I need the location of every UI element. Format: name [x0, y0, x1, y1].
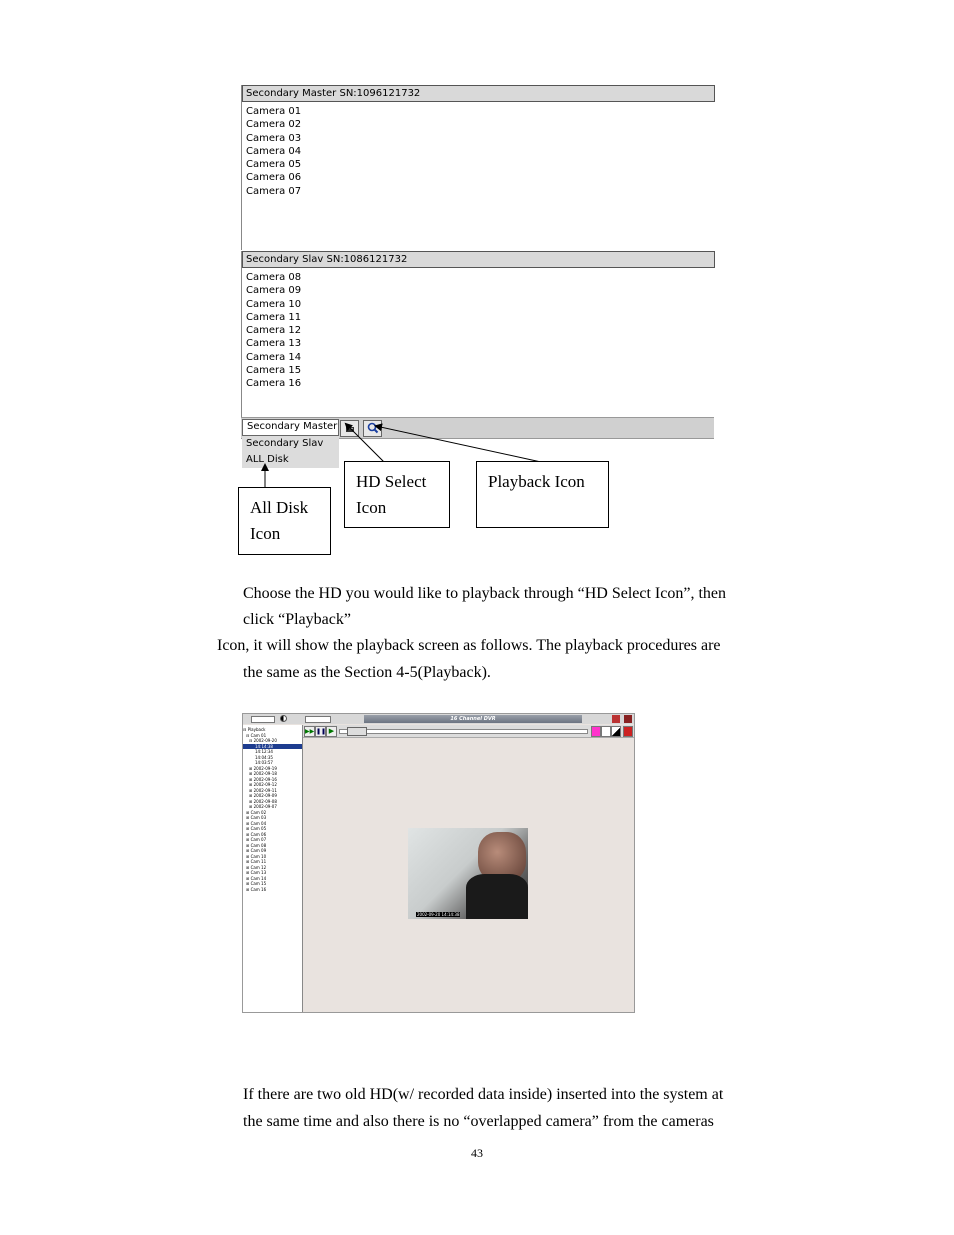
camera-item[interactable]: Camera 06: [246, 172, 302, 184]
tree-item-cam[interactable]: ⊞ Cam 12: [246, 864, 267, 870]
image-adjust-icon[interactable]: [611, 726, 621, 737]
tree-item-date[interactable]: ⊟ 2002-09-20: [249, 738, 277, 743]
playback-screen: [242, 713, 635, 1013]
tree-item-cam[interactable]: ⊞ Cam 10: [246, 853, 267, 859]
callout-playback: Playback Icon: [476, 461, 609, 528]
camera-item[interactable]: Camera 10: [246, 298, 302, 310]
camera-item[interactable]: Camera 16: [246, 378, 302, 390]
camera-item[interactable]: Camera 15: [246, 365, 302, 377]
expand-icon: ⊞: [246, 870, 251, 875]
expand-icon: ⊞: [249, 782, 254, 787]
expand-icon: ⊞: [246, 820, 251, 826]
expand-icon: ⊞: [246, 848, 251, 853]
expand-icon: ⊞: [246, 809, 251, 815]
slave-header: Secondary Slav SN:1086121732: [242, 251, 715, 268]
paragraph-line: the same time and also there is no “overlapped camera” from the cameras: [243, 1113, 714, 1130]
expand-icon: ⊞: [246, 826, 251, 831]
record-icon[interactable]: [623, 726, 633, 737]
alarm-icon[interactable]: [591, 726, 601, 737]
contrast-icon: [280, 715, 287, 722]
expand-icon: ⊞: [246, 864, 251, 870]
expand-icon: ⊞: [249, 787, 254, 793]
camera-item[interactable]: Camera 13: [246, 338, 302, 350]
expand-icon: ⊞: [246, 859, 251, 864]
playback-toolbar: [303, 725, 634, 738]
zoom-icon[interactable]: [601, 726, 611, 737]
play-button[interactable]: ▶: [326, 726, 337, 737]
expand-icon: ⊞: [246, 842, 251, 848]
camera-item[interactable]: Camera 11: [246, 311, 302, 323]
timeline-thumb[interactable]: [347, 727, 367, 736]
expand-icon: ⊞: [246, 837, 251, 842]
tree-item-cam[interactable]: ⊟ Cam 01: [246, 732, 267, 738]
tree-item-cam[interactable]: ⊞ Cam 09: [246, 848, 267, 853]
tree-item-date[interactable]: ⊞ 2002-09-08: [249, 798, 277, 804]
tree-item-cam[interactable]: ⊞ Cam 03: [246, 815, 267, 820]
expand-icon: ⊞: [249, 765, 254, 771]
dropdown-option-secondary-master[interactable]: Secondary Master: [242, 419, 339, 436]
camera-item[interactable]: Camera 03: [246, 132, 302, 144]
expand-icon: ⊞: [249, 793, 254, 798]
fast-forward-button[interactable]: ▶▶: [305, 728, 315, 735]
tree-item-cam[interactable]: ⊞ Cam 14: [246, 875, 267, 881]
camera-item[interactable]: Camera 08: [246, 272, 302, 283]
tree-item-time[interactable]: 14:12:34: [255, 749, 273, 754]
pause-button[interactable]: ❚❚: [316, 728, 327, 735]
camera-item[interactable]: Camera 14: [246, 351, 302, 363]
expand-icon: ⊞: [246, 875, 251, 881]
paragraph-line: If there are two old HD(w/ recorded data inside) inserted into the system at: [243, 1086, 724, 1103]
expand-icon: ⊞: [246, 886, 251, 892]
camera-item[interactable]: Camera 02: [246, 119, 302, 131]
expand-icon: ⊞: [246, 853, 251, 859]
exit-icon[interactable]: [612, 715, 620, 723]
camera-item[interactable]: Camera 09: [246, 285, 302, 297]
dropdown-option-secondary-slav[interactable]: Secondary Slav: [246, 438, 324, 449]
tree-item-cam[interactable]: ⊞ Cam 08: [246, 842, 267, 848]
tree-item-cam[interactable]: ⊞ Cam 13: [246, 870, 267, 875]
camera-item[interactable]: Camera 07: [246, 185, 302, 197]
page-number: 43: [471, 1146, 483, 1160]
camera-item[interactable]: Camera 12: [246, 325, 302, 337]
tree-item-cam[interactable]: ⊞ Cam 06: [246, 831, 267, 837]
brightness-slider[interactable]: [251, 716, 275, 723]
master-header: Secondary Master SN:1096121732: [242, 85, 715, 102]
expand-icon: ⊟: [249, 738, 254, 743]
callout-hd-select: HD Select Icon: [344, 461, 450, 528]
tree-item-cam[interactable]: ⊞ Cam 07: [246, 837, 267, 842]
tree-item-cam[interactable]: ⊞ Cam 02: [246, 809, 267, 815]
tree-item-date[interactable]: ⊞ 2002-09-18: [249, 771, 277, 776]
expand-icon: ⊞: [249, 804, 254, 809]
expand-icon: ⊞: [249, 771, 254, 776]
paragraph-line: Icon, it will show the playback screen as follows. The playback procedures are: [217, 637, 721, 654]
callout-all-disk: All Disk Icon: [238, 487, 331, 555]
expand-icon: ⊞: [246, 881, 251, 886]
hd-select-arrow: [346, 424, 384, 462]
expand-icon: ⊞: [249, 776, 254, 782]
camera-item[interactable]: Camera 01: [246, 106, 302, 117]
camera-item[interactable]: Camera 05: [246, 159, 302, 171]
tree-item-date[interactable]: ⊞ 2002-09-07: [249, 804, 277, 809]
save-icon[interactable]: [624, 715, 632, 723]
app-top-bar: [243, 714, 634, 724]
dropdown-option-all-disk[interactable]: ALL Disk: [246, 454, 289, 465]
playback-tree: [243, 725, 303, 1012]
folder-icon: ⊟: [243, 727, 248, 732]
tree-root[interactable]: ⊟ Playback: [243, 727, 266, 732]
paragraph-line: the same as the Section 4-5(Playback).: [243, 664, 491, 681]
expand-icon: ⊞: [246, 815, 251, 820]
tree-item-cam[interactable]: ⊞ Cam 04: [246, 820, 267, 826]
tree-item-time-selected[interactable]: 14:14:38: [243, 744, 302, 750]
expand-icon: ⊞: [246, 831, 251, 837]
timeline-slider[interactable]: [339, 729, 588, 734]
tree-item-date[interactable]: ⊞ 2002-09-16: [249, 776, 277, 782]
expand-icon: ⊟: [246, 732, 251, 738]
contrast-slider[interactable]: [305, 716, 331, 723]
tree-item-cam[interactable]: ⊞ Cam 15: [246, 881, 267, 886]
tree-item-time[interactable]: 14:04:35: [255, 754, 273, 760]
tree-item-date[interactable]: ⊞ 2002-09-19: [249, 765, 277, 771]
tree-item-date[interactable]: ⊞ 2002-09-09: [249, 793, 277, 798]
tree-item-date[interactable]: ⊞ 2002-09-12: [249, 782, 277, 787]
expand-icon: ⊞: [249, 798, 254, 804]
paragraph-line: Choose the HD you would like to playback through “HD Select Icon”, then: [243, 585, 726, 602]
tree-item-date[interactable]: ⊞ 2002-09-11: [249, 787, 277, 793]
paragraph-line: click “Playback”: [243, 611, 351, 628]
video-person-body: [466, 874, 528, 919]
tree-item-cam[interactable]: ⊞ Cam 16: [246, 886, 267, 892]
video-timestamp: 2002-09-20 14:14:38: [417, 912, 460, 917]
camera-item[interactable]: Camera 04: [246, 145, 302, 157]
playback-arrow: [376, 426, 541, 462]
tree-item-cam[interactable]: ⊞ Cam 05: [246, 826, 267, 831]
tree-item-time[interactable]: 14:03:57: [255, 760, 273, 765]
tree-item-cam[interactable]: ⊞ Cam 11: [246, 859, 267, 864]
video-frame: [408, 828, 528, 919]
app-title: 16 Channel DVR: [364, 715, 582, 723]
